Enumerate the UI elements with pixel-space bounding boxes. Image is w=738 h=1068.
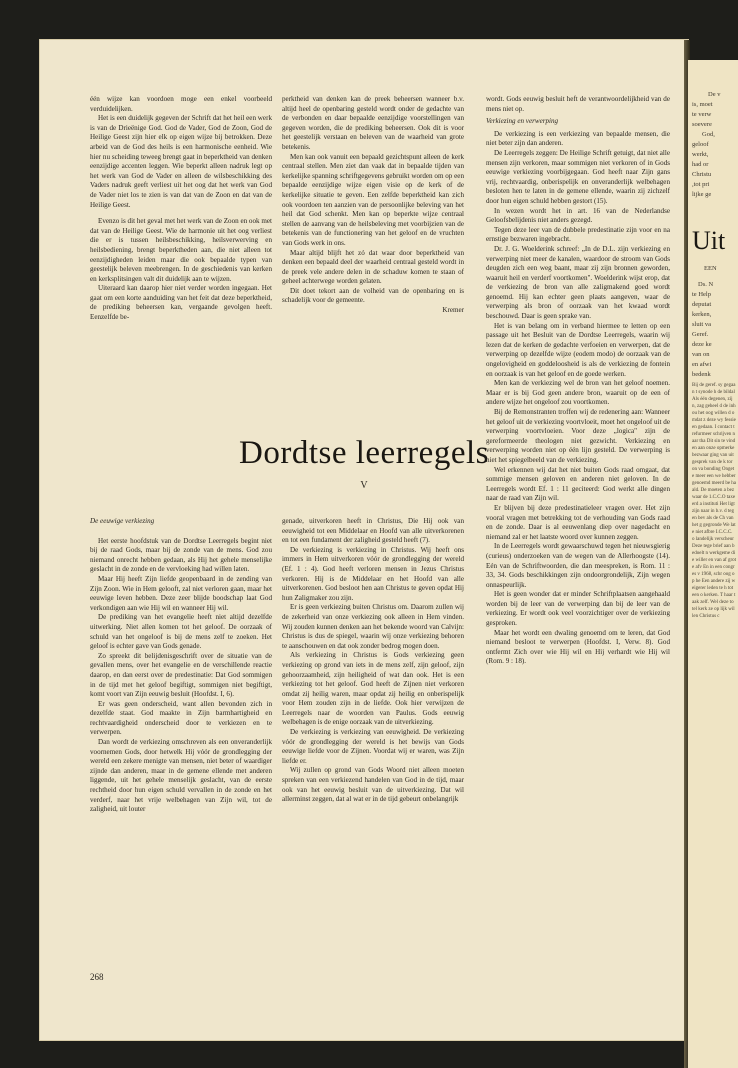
paragraph: Er is geen verkiezing buiten Christus om. Daarom zullen wij de zekerheid van onze verkiezing ook alleen in Hem vinden. Wij zouden kunnen denken aan het bekende woord van Calvijn: Christus is dus de spiegel, waarin wij onze verkiezing behoren te aanschouwen en dat ook zonder bedrog mogen doen. [282, 603, 464, 650]
text-fragment: is, moet [692, 101, 713, 108]
paragraph: Het is een duidelijk gegeven der Schrift dat het heil een werk is van de Drieënige God. God de Vader, God de Zoon, God de Heilige Geest zijn hier elk op eigen wijze bij betrokken. Deze arbeid van de God des heils is een harmonische eenheid. Wie hier nu scheiding teweeg brengt gaat in beperktheid van denken eenzijdige accenten leggen. Wie beperkt alleen nadruk legt op het werk van God de Vader en alleen de wilsbeschikking des Vaders nadruk geeft verliest uit het oog dat het werk van God de Vader niet los te zien is van dat van de Zoon en dat van de Heilige Geest. [90, 114, 272, 209]
paragraph: Dit doet tekort aan de volheid van de openbaring en is schadelijk voor de gemeente. [282, 286, 464, 305]
text-fragment: deputat [692, 301, 712, 308]
text-fragment: soevere [692, 121, 712, 128]
text-fragment: deze ke [692, 341, 712, 348]
paragraph: één wijze kan voordoen moge een enkel voorbeeld verduidelijken. [90, 95, 272, 113]
page-number: 268 [90, 972, 104, 982]
paragraph: De verkiezing is verkiezing van eeuwigheid. De verkiezing vóór de grondlegging der wereld is het bewijs van Gods eeuwige liefde voor de Zijnen. Voordat wij er waren, was Zijn liefde er. [282, 728, 464, 765]
text-fragment: had or [692, 161, 709, 168]
top-column-1 [90, 95, 272, 323]
paragraph: wordt. Gods eeuwig besluit heft de verantwoordelijkheid van de mens niet op. [486, 95, 670, 113]
text-fragment: en afwi [692, 361, 712, 368]
paragraph: De Leerregels zeggen: De Heilige Schrift getuigt, dat niet alle mensen zijn verkoren, maar sommigen niet verkoren of in Gods eeuwige verkiezing voorbijgegaan. God heeft naar Zijn gans vrij, rechtvaardig, onberispelijk en onveranderlijk welbehagen besloten hen te laten in de gemene ellende, waarin zij zichzelf door hun eigen schuld hebben gestort (15). [486, 148, 670, 205]
paragraph: De verkiezing is een verkiezing van bepaalde mensen, die niet beter zijn dan anderen. [486, 129, 670, 148]
bottom-column-2 [282, 517, 464, 805]
bottom-column-1 [90, 517, 272, 815]
next-article-heading-fragment: Uit [692, 226, 726, 255]
paragraph: Het is van belang om in verband hiermee te letten op een passage uit het Besluit van de Dordtse Leerregels, waarin wij lezen dat de kerken de gedachte verfoeien en verwerpen, dat de verwerping op dezelfde wijze (eodem modo) de oorzaak van de ongelovigheid en goddeloosheid is als de verkiezing de fontein en oorzaak is van het geloof en de goede werken. [486, 321, 670, 378]
paragraph: Wel erkennen wij dat het niet buiten Gods raad omgaat, dat sommige mensen geloven en anderen niet geloven. In de Leerregels wordt Ef. 1 : 11 geciteerd: God werkt alle dingen naar de raad van Zijn wil. [486, 465, 670, 503]
paragraph: Als verkiezing in Christus is Gods verkiezing geen verkiezing op grond van iets in de mens zelf, zijn geloof, zijn gehoorzaamheid, zijn heiligheid of wat dan ook. Het is een verkiezing tot het geloof. God heeft de Zijnen niet verkoren omdat zij heilig waren, maar opdat zij heilig en onberispelijk voor Hem zouden zijn in de liefde. Ook hier verwijzen de Leerregels naar de woorden van Paulus. Gods eeuwig welbehagen is de enige oorzaak van de uitverkiezing. [282, 651, 464, 727]
text-fragment: te verw [692, 111, 712, 118]
next-page-edge [688, 60, 738, 1068]
text-fragment: werkt, [692, 151, 709, 158]
paragraph: Het eerste hoofdstuk van de Dordtse Leerregels begint niet bij de raad Gods, maar bij de zonde van de mens. God zou niemand onrecht hebben gedaan, als Hij het gehele menselijke geslacht in de zonde en de vervloeking had willen laten. [90, 536, 272, 574]
text-fragment: geloof [692, 141, 709, 148]
article-part-number: V [360, 480, 368, 491]
text-fragment: De v [708, 91, 721, 98]
text-fragment: Ds. N [698, 281, 714, 288]
text-fragment: sluit va [692, 321, 711, 328]
text-fragment: Christu [692, 171, 712, 178]
paragraph: Wij zullen op grond van Gods Woord niet alleen moeten spreken van een verkiezend handelen van God in de tijd, maar ook van het eeuwig besluit van de uitverkiezing. Dat wil allerminst zeggen, dat al wat er in de tijd gebeurt onbelangrijk [282, 766, 464, 804]
paragraph: genade, uitverkoren heeft in Christus, Die Hij ook van eeuwigheid tot een Middelaar en Hoofd van alle uitverkorenen en tot een fundament der zaligheid gesteld heeft (7). [282, 517, 464, 545]
paragraph: Men kan de verkiezing wel de bron van het geloof noemen. Maar er is bij God geen andere bron, waaruit op de een of andere wijze het ongeloof zou voortkomen. [486, 379, 670, 407]
paragraph: Er blijven bij deze predestinatieleer vragen over. Het zijn vooral vragen met betrekking tot de verhouding van Gods raad en de zonde. Daar is al eeuwenlang diep over nagedacht en niemand zal er het laatste woord over kunnen zeggen. [486, 503, 670, 541]
section-subheading: Verkiezing en verwerping [486, 117, 559, 126]
paragraph: De prediking van het evangelie heeft niet altijd dezelfde uitwerking. Niet allen komen tot het geloof. De oorzaak of schuld van het ongeloof is bij de mens zelf te zoeken. Het geloof is echter gave van Gods genade. [90, 613, 272, 651]
text-fragment: kerken, [692, 311, 712, 318]
right-column [486, 95, 670, 667]
text-fragment: lijke ge [692, 191, 712, 198]
text-fragment: van on [692, 351, 710, 358]
paragraph: In wezen wordt het in art. 16 van de Nederlandse Geloofsbelijdenis niet anders gezegd. [486, 206, 670, 225]
magazine-page [40, 40, 688, 1040]
section-subheading: De eeuwige verkiezing [90, 517, 155, 525]
top-column-2 [282, 95, 464, 316]
paragraph: Zo spreekt dit belijdenisgeschrift over de situatie van de gevallen mens, over het evangelie en de verschillende reactie daarop, en dan eerst over de predestinatie: Dat God sommigen in de tijd met het geloof begiftigt, sommigen niet begiftigt, komt voort van Zijn eeuwig besluit (Hoofdst. I, 6). [90, 651, 272, 699]
section-fragment: EEN [704, 265, 717, 272]
article-title: Dordtse leerregels [239, 435, 489, 471]
paragraph: Maar altijd blijft het zó dat waar door beperktheid van denken een bepaald deel der waarheid centraal gesteld wordt in de preek vele andere delen in de schaduw komen te staan of geheel achterwege worden gelaten. [282, 248, 464, 286]
paragraph: Evenzo is dit het geval met het werk van de Zoon en ook met dat van de Heilige Geest. Wie de harmonie uit het oog verliest die er is tussen heilsbeschikking, heilsverwerving en heilsbediening, brengt beperktheden aan, die niet alleen tot eenzijdigheden leiden maar die ook bepaalde typen van geestelijk beleven meebrengen. In de geschiedenis van kerken en kerksplitsingen valt dit duidelijk aan te wijzen. [90, 217, 272, 283]
paragraph: Uiteraard kan daarop hier niet verder worden ingegaan. Het gaat om een korte aanduiding van het feit dat deze beperktheid, de prediking beheersen kan, vergaande gevolgen heeft. Eenzelfde be- [90, 284, 272, 322]
paragraph: Het is geen wonder dat er minder Schriftplaatsen aangehaald worden bij de leer van de verwerping dan bij de leer van de verkiezing. Er wordt ook veel voorzichtiger over de verkiezing gesproken. [486, 590, 670, 628]
paragraph: In de Leerregels wordt gewaarschuwd tegen het nieuwsgierig (curieus) onderzoeken van de wegen van de Allerhoogste (14). Eén van de Schriftwoorden, die dan meespreken, is Rom. 11 : 33, 34. Gods beschikkingen zijn ondoorgrondelijk, Zijn wegen onnaspeurlijk. [486, 542, 670, 589]
paragraph: Er was geen onderscheid, want allen bevonden zich in dezelfde staat. God maakte in Zijn barmhartigheid en rechtvaardigheid onderscheid door te verkiezen en te verwerpen. [90, 699, 272, 737]
dense-text-fragment: Bij de geref. sy gegaan t synode h de bildal Als één degenen, zijn, zag geheel d de inhou het oog willen d omdat z deze wy fessie en gedaan. I contact t refurmeer schrijven naar tha Dit sin te vinden aan onze opmerke bezwaar ging van uitgesprek van de k tor on va bonding Ongete meer een we hebber genoemd meerd be haald. De moeten a bezwaar de 1.C.C.O taxeerd a instituti Het ligt zijn naar in b.v. d tegen bev als de Ch van het g gegronde We late niet afbre I.C.C.C. o landelijk verscheur Deze tege brief aan bedoelt n werkgeme die willer en van af grote afv En in een congres v 1968, schr oog op he Een andere zij weigerer leden te h tot een o kerken. T haar taak zelf. Wel deze to tel kerk ze op lijk willen Christus c [692, 383, 737, 619]
paragraph: perktheid van denken kan de preek beheersen wanneer b.v. altijd heel de openbaring gesteld wordt onder de gedachte van de verbonden en daar bepaalde eenzijdige voorstellingen van gegeven worden, die de prediking beheersen. Ook dit is voor het geestelijk verstaan en beleven van de waarheid van grote betekenis. [282, 95, 464, 151]
paragraph: Dan wordt de verkiezing omschreven als een onveranderlijk voornemen Gods, door hetwelk Hij vóór de grondlegging der wereld een zekere menigte van mensen, niet beter of waardiger zijnde dan anderen, maar in de gemene ellende met anderen liggende, uit het gehele menselijk geslacht, van de eerste rechtheid door hun eigen schuld vervallen in de zonde en het verderf, naar het vrije welbehagen van Zijn wil, tot de zaligheid, uit louter [90, 738, 272, 814]
text-fragment: te Help [692, 291, 711, 298]
paragraph: Dr. J. G. Woelderink schreef: „In de D.L. zijn verkiezing en verwerping niet meer de kanalen, waardoor de stroom van Gods deugden zich een weg baant, maar zij zijn bronnen geworden, waaruit heil en verderf voortkomen". Woelderink wijst erop, dat de verkiezing de bron van alle zaligmakend goed wordt genoemd. Hij kan echter geen plaats aangeven, waar de verwerping als bron of oorzaak van het kwaad wordt beschouwd. Daar is geen sprake van. [486, 244, 670, 321]
paragraph: Tegen deze leer van de dubbele predestinatie zijn voor en na ernstige bezwaren ingebracht. [486, 225, 670, 244]
author-name: Kremer [442, 306, 464, 315]
paragraph: Maar Hij heeft Zijn liefde geopenbaard in de zending van Zijn Zoon. Wie in Hem gelooft, zal niet verloren gaan, maar het eeuwige leven hebben. Deze zeer blijde boodschap laat God verkondigen aan wie Hij wil en wanneer Hij wil. [90, 574, 272, 612]
text-fragment: God, [702, 131, 715, 138]
paragraph: Men kan ook vanuit een bepaald gezichtspunt alleen de kerk centraal stellen. Men ziet dan vaak dat in bepaalde tijden van kerkelijke spanning schriftgegevens gebruikt worden om op een bepaalde eenzijdige wijze eigen visie op de kerk of de kerkelijke situatie te geven. Een zelfde beperktheid kan zich ook voordoen ten aanzien van de persoonlijke beleving van het heil dat God schenkt. Men kan op beperkte wijze centraal stellen de aanvang van de heilsbeleving met voorbijzien van de betekenis van de functionering van het geloof en de vruchten van Gods werk in ons. [282, 152, 464, 247]
paragraph: Maar het wordt een dwaling genoemd om te leren, dat God niemand besloot te verwerpen (Hoofdst. I, Verw. 8). God ontfermt Zich over wie Hij wil en Hij verhardt wie Hij wil (Rom. 9 : 18). [486, 628, 670, 666]
text-fragment: Geref. [692, 331, 709, 338]
text-fragment: bedenk [692, 371, 711, 378]
paragraph: De verkiezing is verkiezing in Christus. Wij heeft ons immers in Hem uitverkoren vóór de grondlegging der wereld (Ef. 1 : 4). God heeft verloren mensen in Jezus Christus verkoren. Hij is de Middelaar en het Hoofd van alle uitverkorenen. God besloot hen aan Christus te geven opdat Hij hun Zaligmaker zou zijn. [282, 545, 464, 602]
paragraph: Bij de Remonstranten troffen wij de redenering aan: Wanneer het geloof uit de verkiezing voortvloeit, moet het ongeloof uit de verwerping voortvloeien. Voor deze „logica" zijn de gereformeerde theologen niet gezwicht. Verkiezing en verwerping worden niet op één lijn gesteld. De verwerping is niet het spiegelbeeld van de verkiezing. [486, 408, 670, 464]
text-fragment: ,tot pri [692, 181, 710, 188]
